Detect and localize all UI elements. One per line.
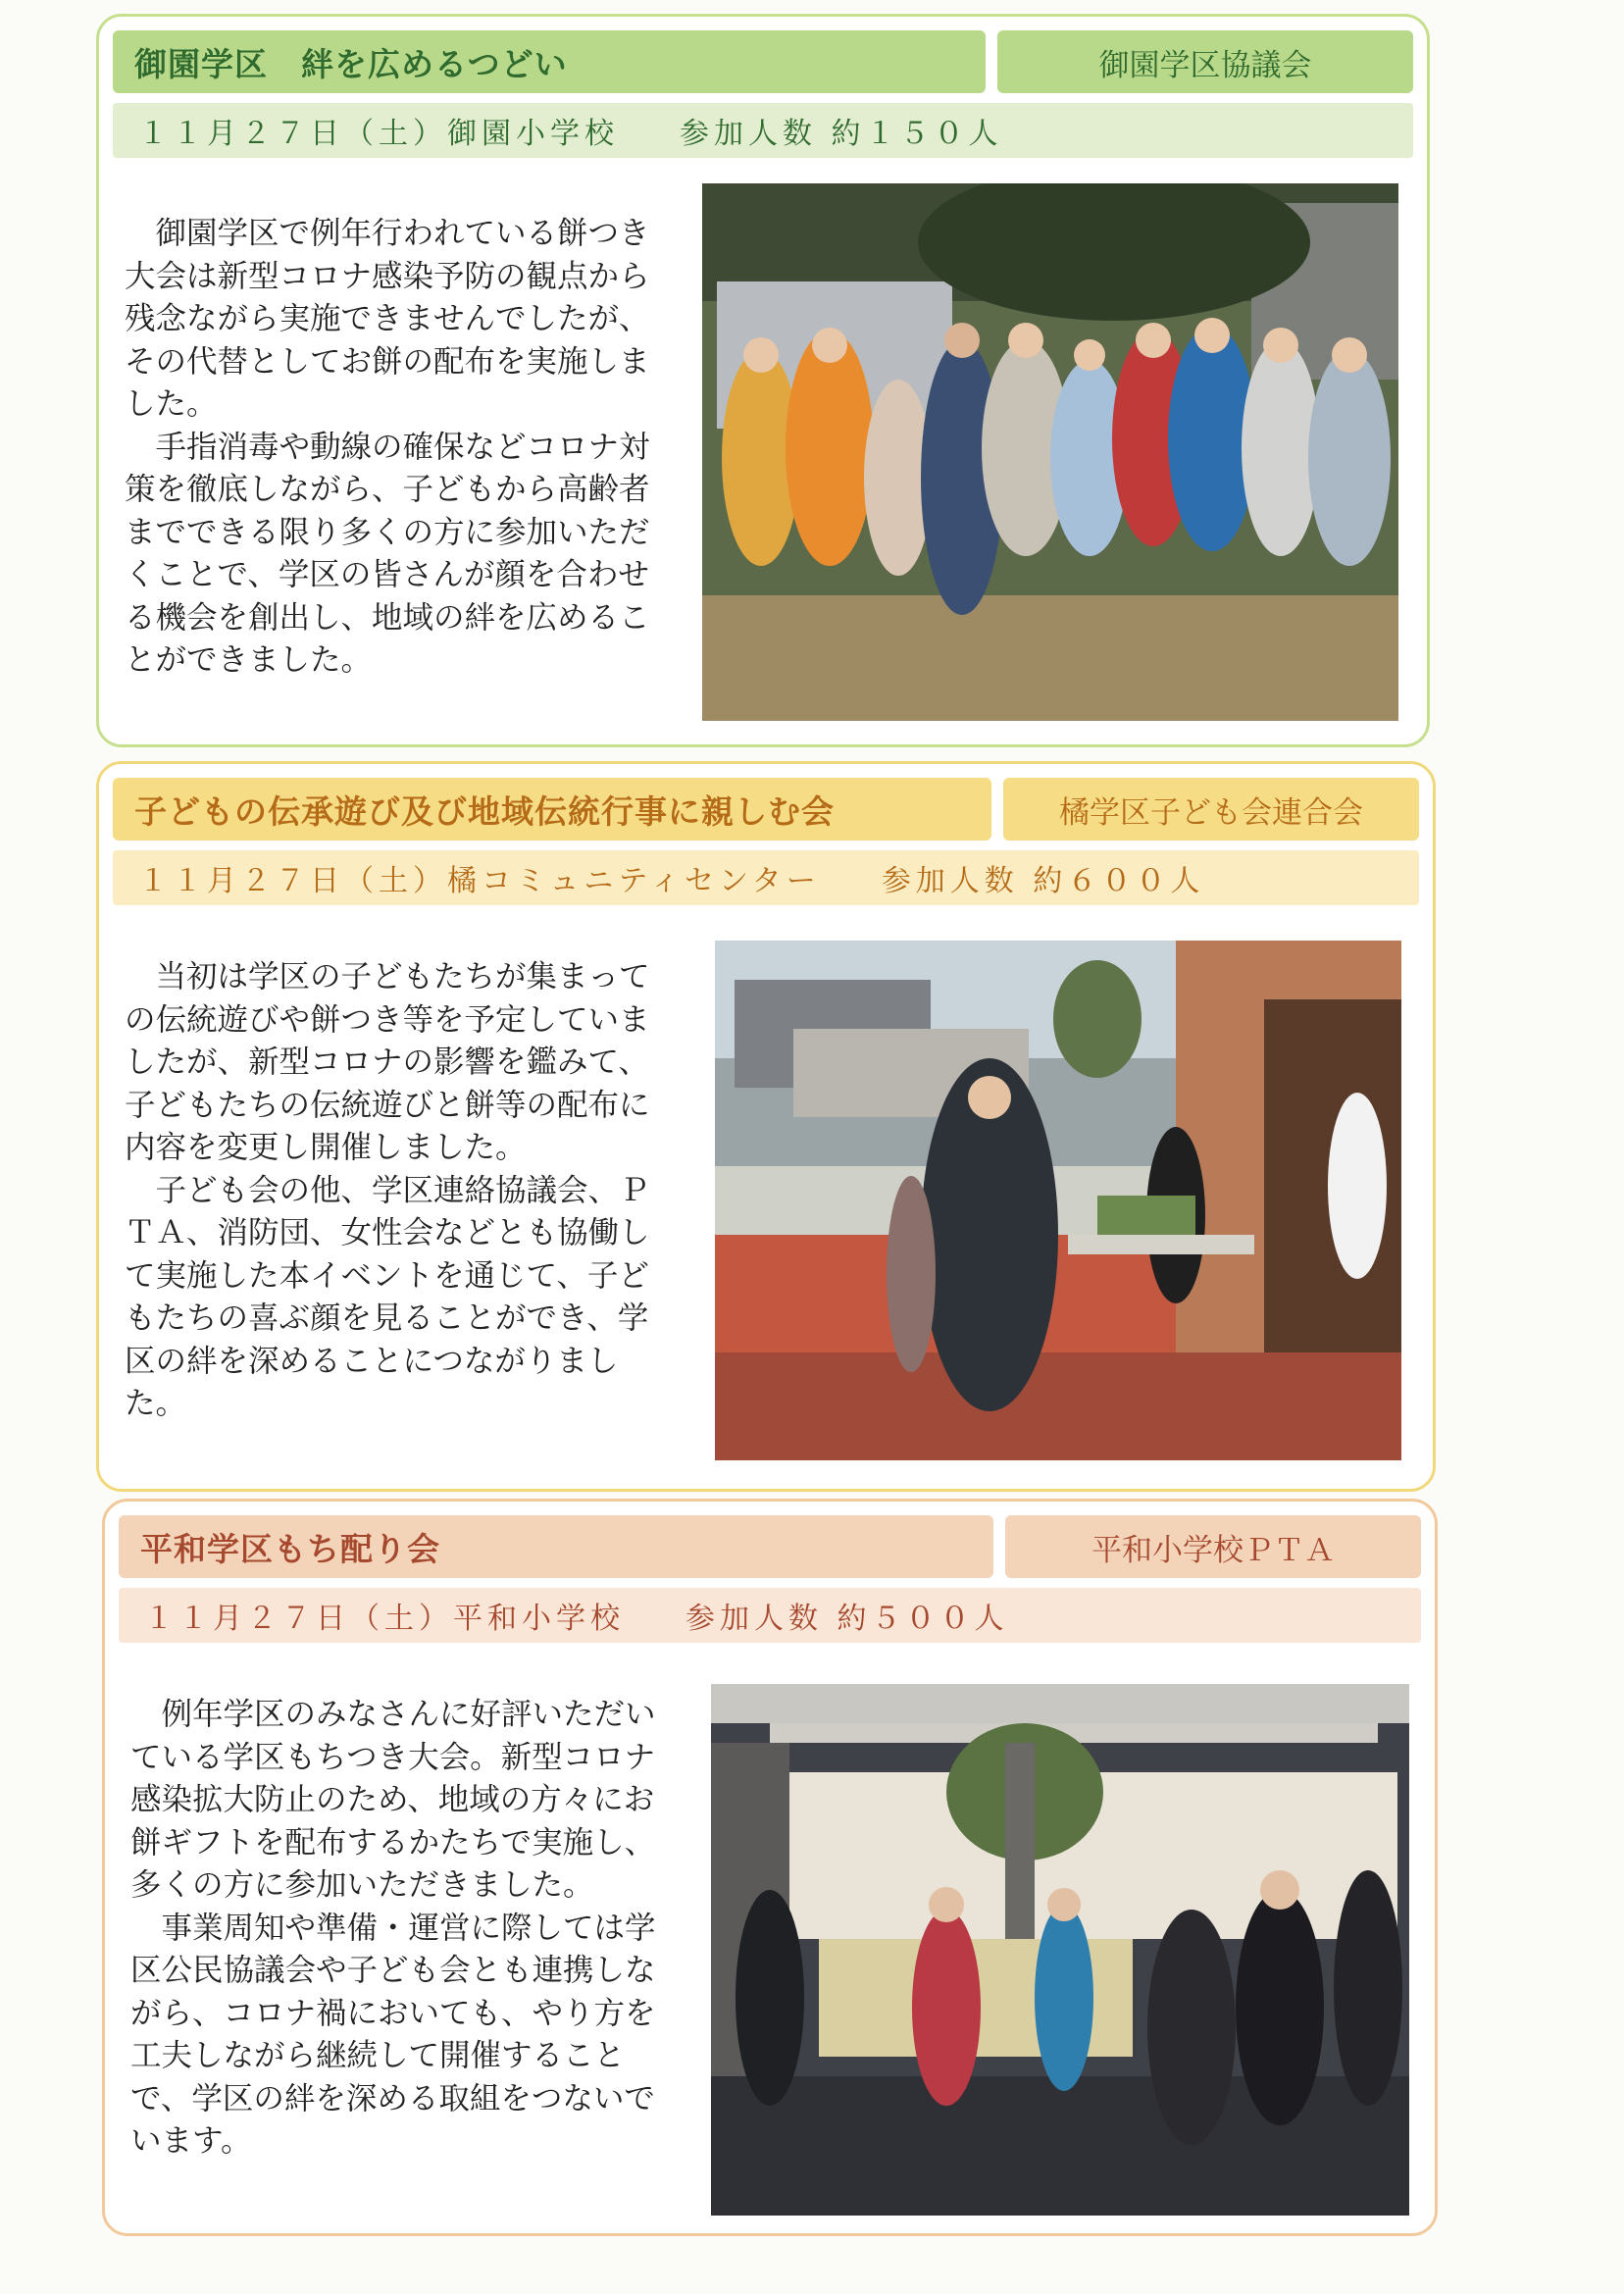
event-photo-school-yard xyxy=(711,1684,1409,2216)
description-paragraph: 子ども会の他、学区連絡協議会、ＰＴＡ、消防団、女性会などとも協働して実施した本イベントを通じて、子どもたちの喜ぶ顔を見ることができ、学区の絆を深めることにつながりました。 xyxy=(125,1172,650,1421)
participant-count: 参加人数 約１５０人 xyxy=(680,117,1003,151)
event-section-tachibana xyxy=(96,761,1436,1492)
participant-count: 参加人数 約６００人 xyxy=(881,864,1205,898)
event-info-bar-heiwa xyxy=(119,1588,1421,1643)
organizer-label-tachibana: 橘学区子ども会連合会 xyxy=(1003,778,1419,841)
event-photo-community-center xyxy=(715,941,1401,1460)
description-paragraph: 当初は学区の子どもたちが集まっての伝統遊びや餅つき等を予定していましたが、新型コロナの影響を鑑みて、子どもたちの伝統遊びと餅等の配布に内容を変更し開催しました。 xyxy=(125,959,650,1165)
event-description xyxy=(125,213,659,683)
description-paragraph: 例年学区のみなさんに好評いただいている学区もちつき大会。新型コロナ感染拡大防止のため、地域の方々にお餅ギフトを配布するかたちで実施し、多くの方に参加いただきました。 xyxy=(130,1697,656,1903)
event-date-place: １１月２７日（土）平和小学校 xyxy=(144,1602,625,1636)
section-title-heiwa: 平和学区もち配り会 xyxy=(119,1515,993,1578)
event-date-place: １１月２７日（土）御園小学校 xyxy=(138,117,619,151)
event-photo-crowd xyxy=(702,183,1398,721)
description-paragraph: 手指消毒や動線の確保などコロナ対策を徹底しながら、子どもから高齢者までできる限り多くの方に参加いただくことで、学区の皆さんが顔を合わせる機会を創出し、地域の絆を広めることができました。 xyxy=(125,429,650,678)
organizer-label-heiwa: 平和小学校ＰＴＡ xyxy=(1005,1515,1421,1578)
event-description xyxy=(125,956,659,1426)
event-date-place: １１月２７日（土）橘コミュニティセンター xyxy=(138,864,821,898)
section-title-misono: 御園学区 絆を広めるつどい xyxy=(113,30,986,93)
event-info-bar-misono xyxy=(113,103,1413,158)
organizer-label-misono: 御園学区協議会 xyxy=(997,30,1413,93)
description-paragraph: 事業周知や準備・運営に際しては学区公民協議会や子ども会とも連携しながら、コロナ禍においても、やり方を工夫しながら継続して開催することで、学区の絆を深める取組をつないでいます。 xyxy=(130,1910,656,2159)
event-description xyxy=(130,1694,665,2164)
event-info-bar-tachibana xyxy=(113,850,1419,905)
event-section-misono xyxy=(96,14,1430,747)
event-section-heiwa xyxy=(102,1499,1438,2236)
description-paragraph: 御園学区で例年行われている餅つき大会は新型コロナ感染予防の観点から残念ながら実施できませんでしたが、その代替としてお餅の配布を実施しました。 xyxy=(125,216,650,422)
section-title-tachibana: 子どもの伝承遊び及び地域伝統行事に親しむ会 xyxy=(113,778,991,841)
participant-count: 参加人数 約５００人 xyxy=(685,1602,1009,1636)
